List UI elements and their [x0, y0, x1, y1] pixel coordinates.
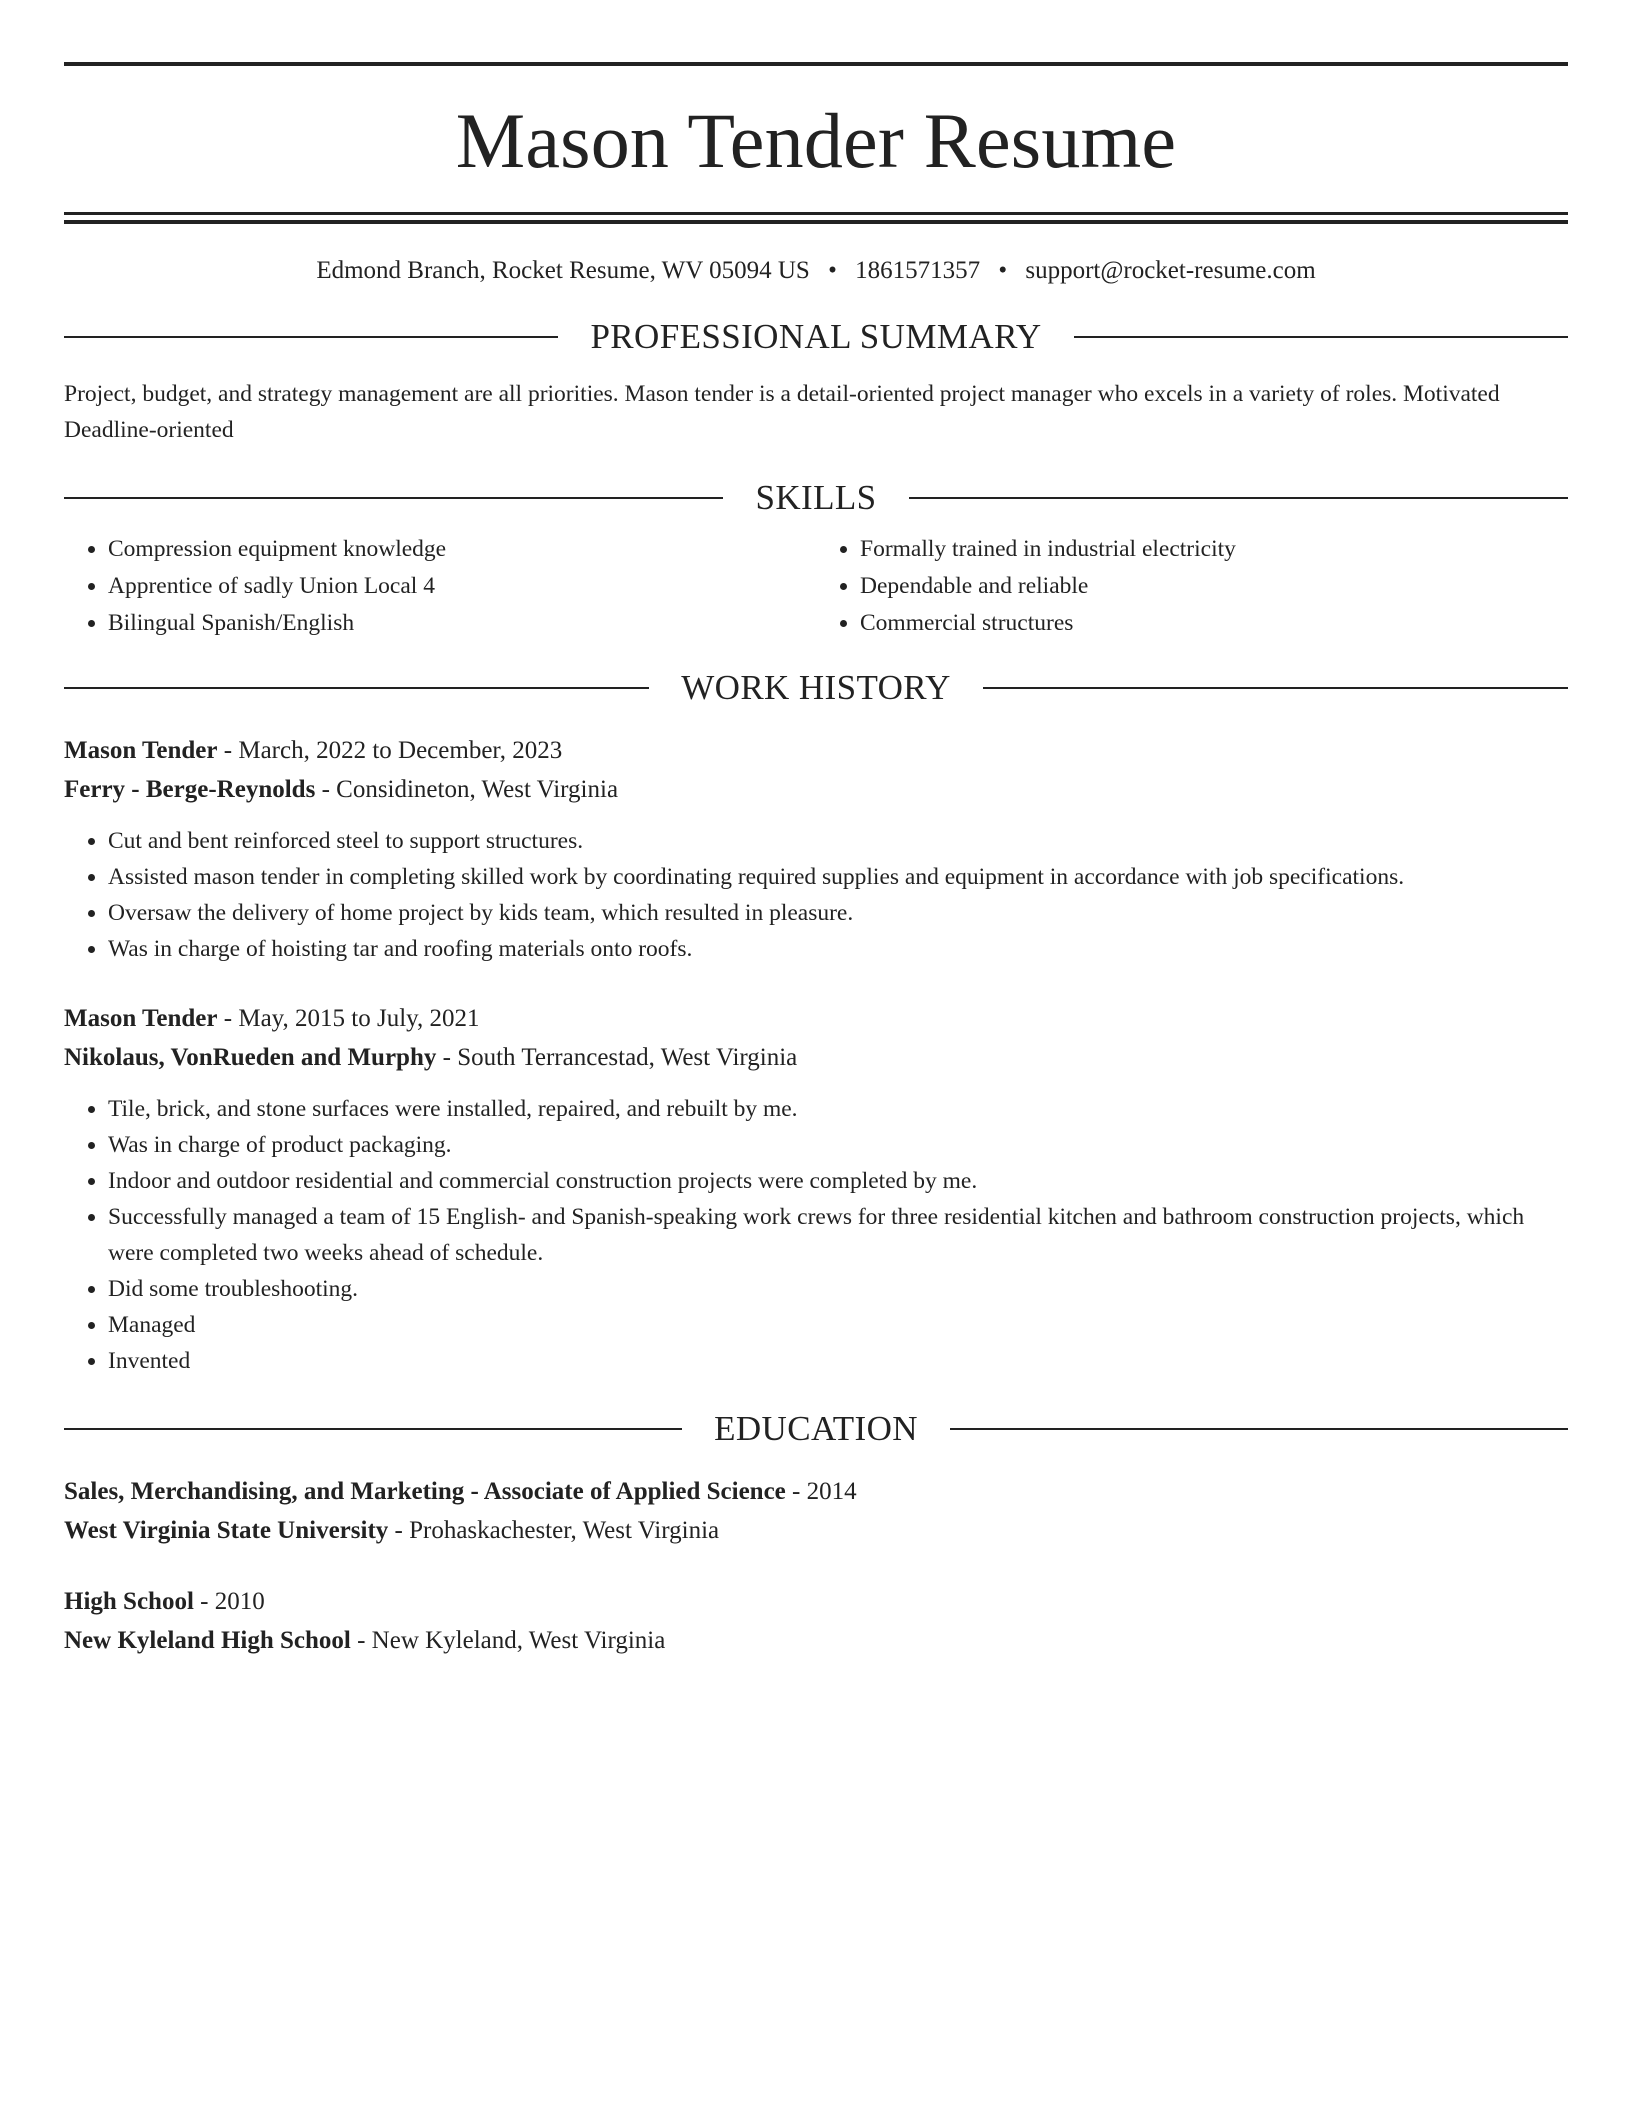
section-title: SKILLS — [755, 478, 877, 517]
job-bullet: • Managed — [108, 1307, 1568, 1343]
job-title-line — [64, 999, 1568, 1038]
job-company: Nikolaus, VonRueden and Murphy — [64, 1044, 437, 1071]
contact-email: support@rocket-resume.com — [1025, 257, 1316, 284]
job-entry — [64, 999, 1568, 1379]
contact-address: Edmond Branch, Rocket Resume, WV 05094 US — [316, 257, 810, 284]
job-bullet: • Tile, brick, and stone surfaces were installed, repaired, and rebuilt by me. — [108, 1091, 1568, 1127]
job-entry — [64, 731, 1568, 967]
education-degree-line — [64, 1472, 1568, 1511]
skill-item: • Bilingual Spanish/English — [108, 605, 816, 642]
job-dates: - May, 2015 to July, 2021 — [217, 1005, 480, 1032]
job-bullet: • Invented — [108, 1343, 1568, 1379]
section-title: WORK HISTORY — [681, 668, 951, 707]
skill-item: • Compression equipment knowledge — [108, 531, 816, 568]
summary-text: Project, budget, and strategy management are all priorities. Mason tender is a detail-oriented project manager who excels in a variety of roles. Motivated Deadline-oriented — [64, 381, 1500, 443]
contact-separator: • — [998, 257, 1008, 284]
education-location: - New Kyleland, West Virginia — [350, 1627, 666, 1654]
contact-separator: • — [828, 257, 837, 284]
heading-rule-right — [983, 687, 1568, 689]
job-bullets — [64, 823, 1568, 967]
job-title-line — [64, 731, 1568, 770]
job-bullet: • Did some troubleshooting. — [108, 1271, 1568, 1307]
work-section-heading — [64, 670, 1568, 705]
heading-rule-right — [909, 497, 1568, 499]
education-entry — [64, 1472, 1568, 1550]
job-dates: - March, 2022 to December, 2023 — [217, 737, 563, 764]
heading-rule-right — [1074, 336, 1568, 338]
job-bullet: • Indoor and outdoor residential and commercial construction projects were completed by me. — [108, 1163, 1568, 1199]
skill-item: • Formally trained in industrial electricity — [860, 531, 1568, 568]
job-company-line — [64, 770, 1568, 809]
section-title: PROFESSIONAL SUMMARY — [590, 317, 1042, 356]
top-rule — [64, 62, 1568, 66]
heading-rule-right — [950, 1428, 1568, 1430]
education-entry — [64, 1582, 1568, 1660]
skill-item: • Commercial structures — [860, 605, 1568, 642]
job-bullet: • Assisted mason tender in completing skilled work by coordinating required supplies and equipment in accordance with job specifications. — [108, 859, 1568, 895]
heading-rule-left — [64, 1428, 682, 1430]
education-school-line — [64, 1511, 1568, 1550]
heading-rule-left — [64, 336, 558, 338]
heading-rule-left — [64, 687, 649, 689]
page-title: Mason Tender Resume — [455, 97, 1177, 184]
education-school: New Kyleland High School — [64, 1627, 351, 1654]
education-degree-line — [64, 1582, 1568, 1621]
job-company: Ferry - Berge-Reynolds — [64, 776, 316, 803]
education-location: - Prohaskachester, West Virginia — [388, 1517, 720, 1544]
summary-section-heading — [64, 319, 1568, 354]
contact-line — [64, 258, 1568, 283]
education-year: - 2010 — [193, 1588, 265, 1615]
job-title: Mason Tender — [64, 1005, 218, 1032]
education-school: West Virginia State University — [64, 1517, 389, 1544]
job-bullet: • Was in charge of product packaging. — [108, 1127, 1568, 1163]
job-bullet: • Was in charge of hoisting tar and roofing materials onto roofs. — [108, 931, 1568, 967]
section-title: EDUCATION — [714, 1409, 918, 1448]
education-school-line — [64, 1621, 1568, 1660]
skills-section-heading — [64, 480, 1568, 515]
skills-list — [64, 531, 1568, 642]
job-location: - Considineton, West Virginia — [315, 776, 619, 803]
heading-rule-left — [64, 497, 723, 499]
skill-item: • Apprentice of sadly Union Local 4 — [108, 568, 816, 605]
job-bullet: • Successfully managed a team of 15 English- and Spanish-speaking work crews for three residential kitchen and bathroom construction projects, which were completed two weeks ahead of schedule. — [108, 1199, 1568, 1271]
education-degree: Sales, Merchandising, and Marketing - Associate of Applied Science — [64, 1478, 786, 1505]
education-year: - 2014 — [785, 1478, 857, 1505]
education-degree: High School — [64, 1588, 194, 1615]
job-location: - South Terrancestad, West Virginia — [436, 1044, 798, 1071]
skills-column-right — [816, 531, 1568, 642]
skill-item: • Dependable and reliable — [860, 568, 1568, 605]
job-bullet: • Oversaw the delivery of home project by kids team, which resulted in pleasure. — [108, 895, 1568, 931]
education-section-heading — [64, 1411, 1568, 1446]
title-double-rule — [64, 212, 1568, 224]
job-bullets — [64, 1091, 1568, 1379]
contact-phone: 1861571357 — [855, 257, 981, 284]
skills-column-left — [64, 531, 816, 642]
job-bullet: • Cut and bent reinforced steel to support structures. — [108, 823, 1568, 859]
job-company-line — [64, 1038, 1568, 1077]
job-title: Mason Tender — [64, 737, 218, 764]
